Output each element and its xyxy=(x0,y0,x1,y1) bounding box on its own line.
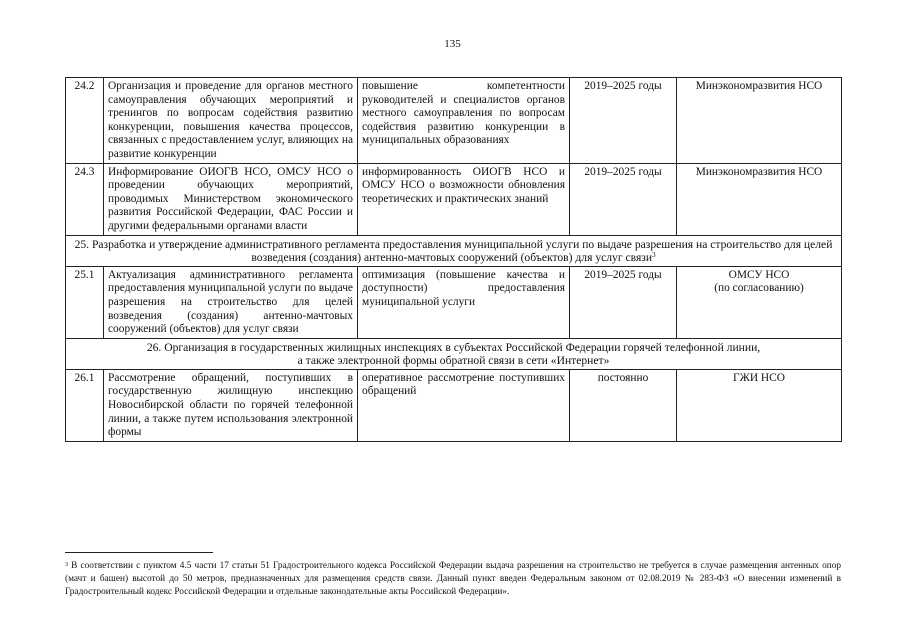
footnote-mark: 3 xyxy=(65,562,68,568)
result-cell: оптимизация (повышение качества и доступности) предоставления муниципальной услуги xyxy=(358,266,570,338)
period-cell: 2019–2025 годы xyxy=(570,266,677,338)
result-cell: оперативное рассмотрение поступивших обращений xyxy=(358,369,570,441)
section-25-heading-text: 25. Разработка и утверждение административного регламента предоставления муниципальной услуги по выдаче разрешения на строительство для целей возведения (создания) антенно-мачтовых сооружений (объектов) для услуг связи xyxy=(74,237,833,265)
footnote-separator xyxy=(65,552,213,553)
responsible-line: ОМСУ НСО xyxy=(728,268,790,281)
section-26-heading xyxy=(66,338,842,369)
section-heading-row xyxy=(66,338,842,369)
measures-table xyxy=(65,77,842,442)
footnote xyxy=(65,560,841,599)
section-26-heading-line1: 26. Организация в государственных жилищных инспекциях в субъектах Российской Федерации горячей телефонной линии, xyxy=(146,340,761,354)
section-heading-row xyxy=(66,235,842,266)
row-number: 24.3 xyxy=(66,163,104,235)
responsible-note: (по согласованию) xyxy=(714,282,804,295)
footnote-text: В соответствии с пунктом 4.5 части 17 статьи 51 Градостроительного кодекса Российской Федерации выдача разрешения на строительство не требуется в случае размещения антенных опор (мачт и башен) высотой до 50 метров, предназначенных для размещения средств связи. Данный пункт введен Федеральным законом от 02.08.2019 № 283-ФЗ «О внесении изменений в Градостроительный кодекс Российской Федерации и отдельные законодательные акты Российской Федерации». xyxy=(65,561,842,597)
section-26-heading-line2: а также электронной формы обратной связи в сети «Интернет» xyxy=(297,354,610,368)
table-row xyxy=(66,266,842,338)
period-cell: 2019–2025 годы xyxy=(570,163,677,235)
responsible-cell: ГЖИ НСО xyxy=(677,369,842,441)
period-cell: постоянно xyxy=(570,369,677,441)
responsible-cell xyxy=(677,266,842,338)
row-number: 25.1 xyxy=(66,266,104,338)
footnote-reference: 3 xyxy=(652,251,656,260)
section-25-heading xyxy=(66,235,842,266)
table-row xyxy=(66,163,842,235)
page-number: 135 xyxy=(444,38,461,50)
result-cell: информированность ОИОГВ НСО и ОМСУ НСО о возможности обновления теоретических и практических знаний xyxy=(358,163,570,235)
activity-cell: Рассмотрение обращений, поступивших в государственную жилищную инспекцию Новосибирской области по горячей телефонной линии, а также путем использования электронной формы xyxy=(104,369,358,441)
activity-cell: Актуализация административного регламента предоставления муниципальной услуги по выдаче разрешения на строительство для целей возведения (создания) антенно-мачтовых сооружений (объектов) для услуг связи xyxy=(104,266,358,338)
responsible-cell: Минэкономразвития НСО xyxy=(677,78,842,164)
period-cell: 2019–2025 годы xyxy=(570,78,677,164)
activity-cell: Организация и проведение для органов местного самоуправления обучающих мероприятий и тренингов по вопросам содействия развитию конкуренции, повышения качества процессов, связанных с предоставлением услуг, влияющих на развитие конкуренции xyxy=(104,78,358,164)
row-number: 24.2 xyxy=(66,78,104,164)
row-number: 26.1 xyxy=(66,369,104,441)
responsible-cell: Минэкономразвития НСО xyxy=(677,163,842,235)
table-row xyxy=(66,78,842,164)
result-cell: повышение компетентности руководителей и специалистов органов местного самоуправления по вопросам содействия развитию конкуренции в муниципальных образованиях xyxy=(358,78,570,164)
activity-cell: Информирование ОИОГВ НСО, ОМСУ НСО о проведении обучающих мероприятий, проводимых Министерством экономического развития Российской Федерации, ФАС России и другими федеральными органами власти xyxy=(104,163,358,235)
table-row xyxy=(66,369,842,441)
